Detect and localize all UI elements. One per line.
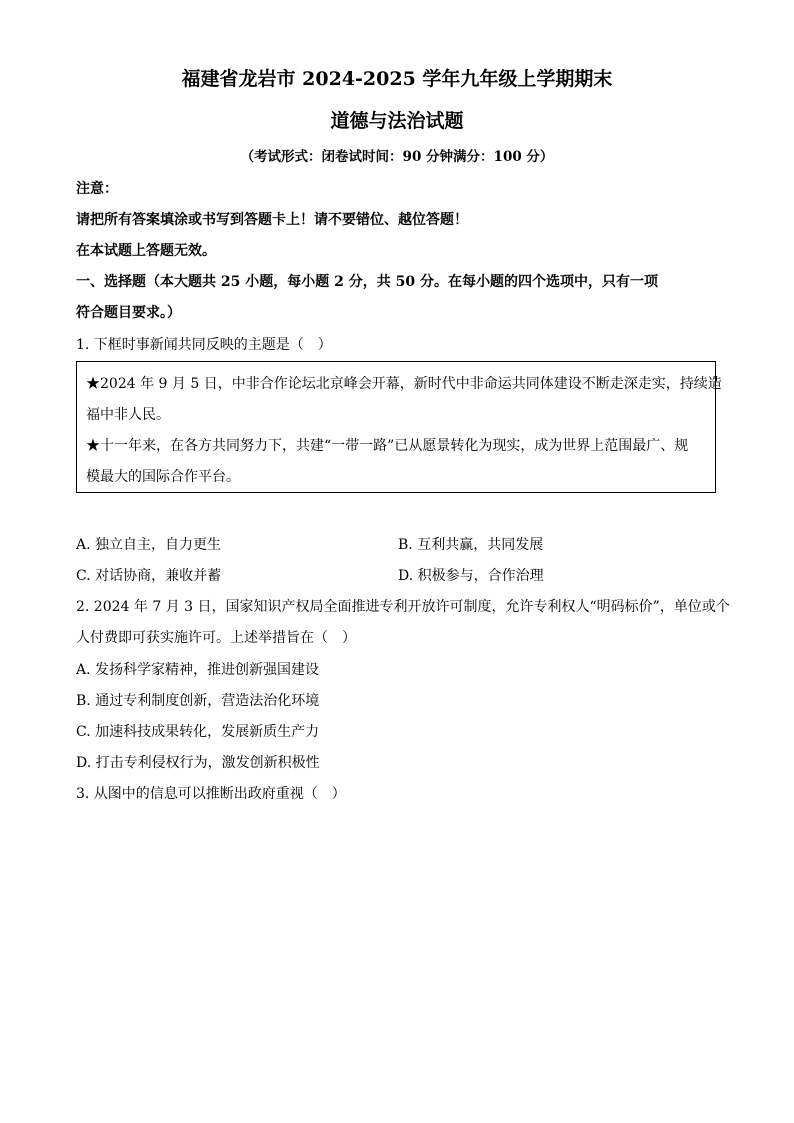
- q2-option-d: D. 打击专利侵权行为，激发创新积极性: [76, 755, 320, 771]
- news-box: [76, 361, 722, 493]
- exam-title: 福建省龙岩市 2024-2025 学年九年级上学期期末: [181, 68, 613, 90]
- q2-option-a: A. 发扬科学家精神，推进创新强国建设: [76, 662, 320, 678]
- question-3-stem: 3. 从图中的信息可以推断出政府重视（ ）: [76, 786, 346, 802]
- news-line-4: 模最大的国际合作平台。: [86, 469, 240, 485]
- section-heading-cont: 符合题目要求。）: [76, 305, 181, 321]
- news-line-2: 福中非人民。: [86, 407, 170, 423]
- notice-line-1: 请把所有答案填涂或书写到答题卡上！请不要错位、越位答题！: [76, 212, 468, 228]
- news-line-1: ★2024 年 9 月 5 日，中非合作论坛北京峰会开幕，新时代中非命运共同体建设不断走深走实，持续造: [86, 376, 722, 392]
- exam-subject-title: 道德与法治试题: [330, 110, 464, 132]
- exam-info: （考试形式：闭卷试时间：90 分钟满分：100 分）: [240, 149, 554, 165]
- notice-line-2: 在本试题上答题无效。: [76, 243, 216, 259]
- question-1-stem: 1. 下框时事新闻共同反映的主题是（ ）: [76, 337, 332, 353]
- q1-option-c: C. 对话协商，兼收并蓄: [76, 568, 222, 584]
- question-2-stem-cont: 人付费即可获实施许可。上述举措旨在（ ）: [76, 630, 356, 646]
- notice-label: 注意：: [76, 181, 118, 197]
- q1-option-b: B. 互利共赢，共同发展: [398, 537, 544, 553]
- q2-option-c: C. 加速科技成果转化，发展新质生产力: [76, 724, 320, 740]
- question-2-stem: 2. 2024 年 7 月 3 日，国家知识产权局全面推进专利开放许可制度，允许专利权人“明码标价”，单位或个: [76, 599, 730, 615]
- news-line-3: ★十一年来，在各方共同努力下，共建“一带一路”已从愿景转化为现实，成为世界上范围最广、规: [86, 438, 689, 454]
- q1-option-a: A. 独立自主，自力更生: [76, 537, 222, 553]
- q2-option-b: B. 通过专利制度创新，营造法治化环境: [76, 693, 320, 709]
- section-heading: 一、选择题（本大题共 25 小题，每小题 2 分，共 50 分。在每小题的四个选项中，只有一项: [76, 274, 658, 290]
- q1-option-d: D. 积极参与，合作治理: [398, 568, 544, 584]
